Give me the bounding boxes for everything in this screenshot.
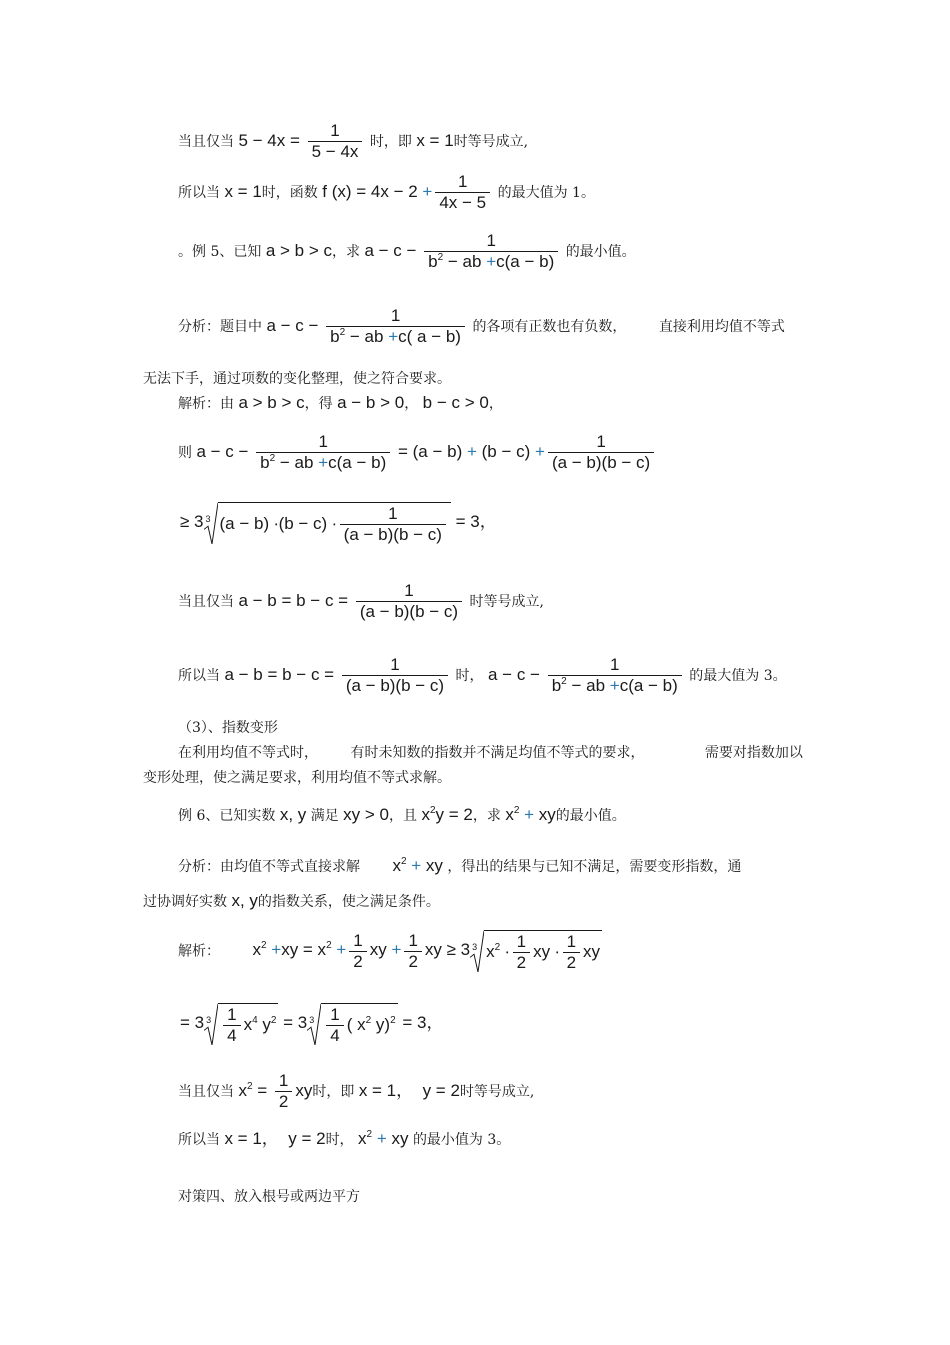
text: 时等号成立, — [469, 593, 544, 610]
text: ，求 — [472, 808, 501, 824]
text: 时，即 — [369, 133, 412, 150]
line-7 — [178, 433, 657, 472]
text: 时， — [455, 667, 484, 684]
text: ，得 — [304, 396, 333, 412]
formula: xy > 0 — [343, 805, 390, 824]
formula: x, y — [279, 805, 307, 824]
radical-sign — [204, 502, 218, 544]
formula: 5 − 4x = $\frac{1}{5 - 4x}$ — [238, 131, 365, 150]
formula: a > b > c — [265, 240, 332, 260]
text: 当且仅当 — [178, 593, 234, 610]
text: ，得出的结果与已知不满足，需要变形指数，通 — [447, 859, 742, 875]
text: ，求 — [331, 243, 360, 260]
text: 当且仅当 — [178, 133, 234, 150]
text: 的最小值。 — [555, 808, 626, 824]
text: 1。 — [572, 184, 595, 201]
text: 时，函数 — [261, 184, 318, 201]
text: 的各项有正数也有负数， — [472, 318, 627, 335]
text: 3。 — [487, 1132, 511, 1148]
text: 的最小值。 — [565, 243, 636, 260]
text: 时， — [325, 1132, 354, 1148]
formula: a − b = b − c = $\frac{1}{(a - b)(b - c)}$ — [238, 591, 465, 610]
text: 有时未知数的指数并不满足均值不等式的要求， — [350, 745, 645, 761]
text: 解析：由 — [178, 396, 234, 412]
formula: a > b > c — [238, 393, 305, 412]
text: 所以当 — [178, 1132, 220, 1148]
line-20 — [178, 1130, 510, 1149]
text: 满足 — [310, 808, 339, 824]
formula: f (x) = 4x − 2 + $\frac{1}{4x - 5}$ — [322, 182, 493, 201]
line-13 — [143, 769, 451, 787]
text: 在利用均值不等式时， — [178, 745, 318, 761]
text: 则 — [178, 444, 192, 461]
text: 时等号成立, — [453, 133, 529, 150]
formula: $x^2$ + xy — [392, 856, 443, 875]
line-8 — [180, 502, 497, 544]
text: 的最小值为 — [412, 1132, 483, 1148]
text: 分析：由均值不等式直接求解 — [178, 859, 360, 875]
text: 过协调好实数 — [143, 894, 227, 910]
formula: $x^2$ + xy — [505, 805, 556, 824]
text: 3。 — [763, 667, 787, 684]
text: ，且 — [389, 808, 418, 824]
formula: a − c − $\frac{1}{b^2 - ab +c(a - b)}$ — [488, 665, 685, 684]
text: 需要对指数加以 — [704, 745, 803, 761]
section-heading: （3）、指数变形 — [178, 720, 278, 736]
text: 时等号成立, — [459, 1083, 535, 1100]
formula: a − c − $\frac{1}{b^2 - ab +c(a - b)}$ = (a − b) + (b − c) + $\frac{1}{(a - b)(b - c)}$ — [196, 442, 657, 461]
line-12 — [178, 744, 803, 762]
line-5 — [143, 370, 451, 388]
line-15 — [178, 857, 741, 876]
formula: $x^2$ = $\frac{1}{2}$ xy — [238, 1071, 313, 1111]
formula: a − b > 0 — [337, 393, 405, 412]
radical-sign — [204, 1003, 218, 1045]
radical-sign — [470, 930, 484, 972]
formula: a − b = b − c = $\frac{1}{(a - b)(b - c)}$ — [224, 665, 451, 684]
line-14 — [178, 806, 626, 825]
line-6: 解析：由 a > b > c，得 a − b > 0， b − c > 0， — [178, 393, 503, 412]
formula: x = 1 — [224, 181, 262, 201]
line-4 — [178, 307, 785, 346]
text: 分析：题目中 — [178, 318, 262, 335]
line-17 — [178, 930, 602, 972]
formula: x, y — [231, 891, 258, 910]
line-21 — [178, 1188, 360, 1206]
line-3 — [178, 232, 636, 271]
line-9 — [178, 582, 544, 621]
line-16 — [143, 892, 440, 911]
text: 的指数关系，使之满足条件。 — [257, 894, 440, 910]
formula: ≥ 3 3 (a − b) ∙(b − c) ∙ $\frac{1}{(a - b)(b - c)}$ = 3， — [180, 504, 497, 544]
text: 的最大值为 — [689, 667, 760, 684]
text: 变形处理，使之满足要求，利用均值不等式求解。 — [143, 770, 451, 786]
text: 直接利用均值不等式 — [658, 318, 785, 335]
line-10 — [178, 656, 787, 695]
line-11 — [178, 719, 278, 737]
formula: $x^2 +xy = x^2$ + $\frac{1}{2}$ xy + $\frac{1}{2}$ xy ≥ 3 3 $x^2$ ∙ $\frac{1}{2}$ xy ∙ $\frac{1}{2}$ xy — [252, 930, 601, 972]
line-18 — [180, 1003, 444, 1045]
text: 时，即 — [312, 1083, 355, 1100]
formula: $x^2$ + xy — [358, 1129, 409, 1148]
formula: x = 1， y = 2 — [224, 1129, 326, 1148]
formula: = 3 3 $\frac{1}{4}$ $x^4$ $y^2 = 3$ 3 $\frac{1}{4}$ ( $x^2$ y)$^2$ = 3， — [180, 1005, 444, 1045]
line-2 — [178, 173, 595, 212]
text: 例 6、已知实数 — [178, 808, 276, 824]
text: 所以当 — [178, 667, 220, 684]
line-1 — [178, 122, 528, 161]
section-heading: 对策四、放入根号或两边平方 — [178, 1189, 360, 1205]
formula: $x^2y = 2$ — [421, 805, 473, 824]
text: 当且仅当 — [178, 1083, 234, 1100]
text: 无法下手，通过项数的变化整理，使之符合要求。 — [143, 371, 451, 387]
formula: x = 1， y = 2 — [358, 1080, 460, 1100]
formula: x = 1 — [416, 130, 454, 150]
radical-sign — [307, 1003, 321, 1045]
formula: a − c − $\frac{1}{b^2 - ab +c( a - b)}$ — [266, 316, 468, 335]
text: 。例 5、已知 — [178, 243, 262, 260]
text: 所以当 — [178, 184, 220, 201]
text: 解析： — [178, 943, 220, 960]
formula: a − c − $\frac{1}{b^2 - ab +c(a - b)}$ — [364, 241, 561, 260]
text: 的最大值为 — [497, 184, 568, 201]
line-19 — [178, 1072, 534, 1111]
formula: b − c > 0 — [422, 393, 489, 412]
